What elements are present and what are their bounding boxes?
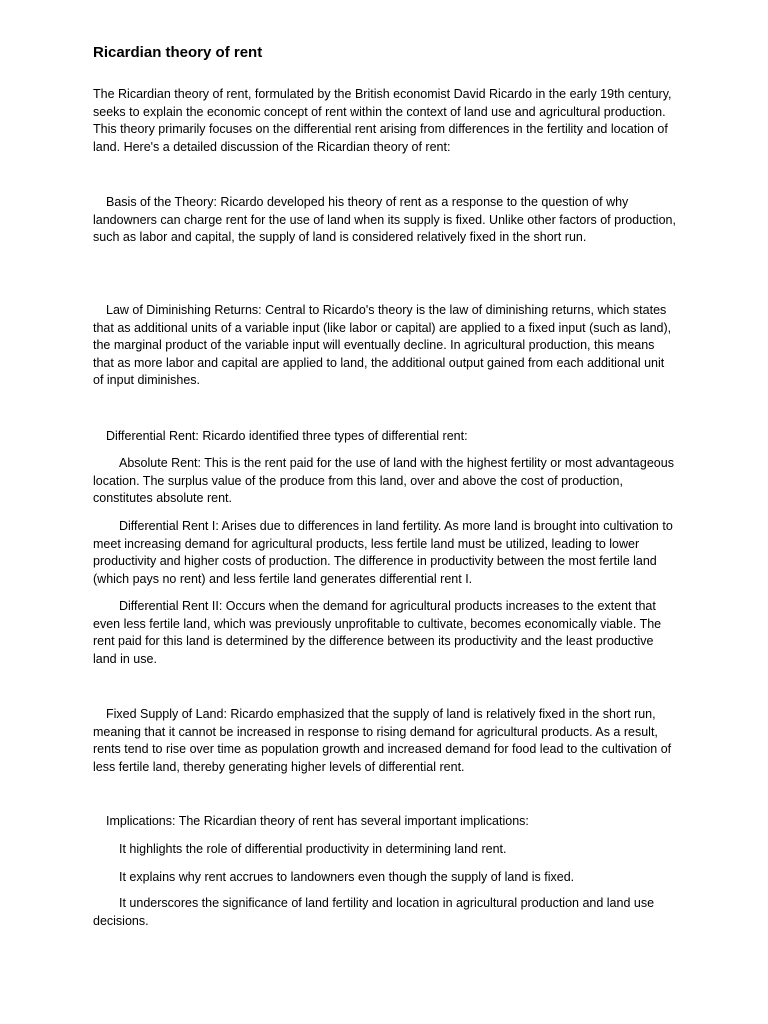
implication-item-1: It highlights the role of differential productivity in determining land rent. [119,842,507,856]
absolute-rent-paragraph: Absolute Rent: This is the rent paid for the use of land with the highest fertility or most advantageous location. The surplus value of the produce from this land, over and above the cost of production, constitutes absolute rent. [93,456,674,506]
fixed-supply-paragraph: Fixed Supply of Land: Ricardo emphasized that the supply of land is relatively fixed in the short run, meaning that it cannot be increased in response to rising demand for agricultural products. As a result, rents tend to rise over time as population growth and increased demand for food lead to the cultivation of less fertile land, thereby generating higher levels of differential rent. [93,707,672,774]
implication-item-3: It underscores the significance of land fertility and location in agricultural production and land use decisions. [93,896,655,928]
law-of-diminishing-returns-paragraph: Law of Diminishing Returns: Central to Ricardo's theory is the law of diminishing returns, which states that as additional units of a variable input (like labor or capital) are applied to a fixed input (such as land), the marginal product of the variable input will eventually decline. In agricultural production, this means that as more labor and capital are applied to land, the additional output gained from each additional unit of input diminishes. [93,303,672,388]
differential-rent-1-paragraph: Differential Rent I: Arises due to differences in land fertility. As more land is brought into cultivation to meet increasing demand for agricultural products, less fertile land must be utilized, leading to lower productivity and higher costs of production. The difference in productivity between the most fertile land (which pays no rent) and less fertile land generates differential rent I. [93,519,673,586]
intro-paragraph: The Ricardian theory of rent, formulated by the British economist David Ricardo in the early 19th century, seeks to explain the economic concept of rent within the context of land use and agricultural production. This theory primarily focuses on the differential rent arising from differences in the fertility and location of land. Here's a detailed discussion of the Ricardian theory of rent: [93,87,672,154]
differential-rent-2-paragraph: Differential Rent II: Occurs when the demand for agricultural products increases to the extent that even less fertile land, which was previously unprofitable to cultivate, becomes economically viable. The rent paid for this land is determined by the difference between its productivity and the least productive land in use. [93,599,662,666]
basis-paragraph: Basis of the Theory: Ricardo developed his theory of rent as a response to the question of why landowners can charge rent for the use of land when its supply is fixed. Unlike other factors of production, such as labor and capital, the supply of land is considered relatively fixed in the short run. [93,195,676,245]
implications-intro: Implications: The Ricardian theory of rent has several important implications: [106,814,529,828]
differential-rent-intro: Differential Rent: Ricardo identified three types of differential rent: [106,429,468,443]
document-title: Ricardian theory of rent [93,44,263,61]
implication-item-2: It explains why rent accrues to landowners even though the supply of land is fixed. [119,870,575,884]
